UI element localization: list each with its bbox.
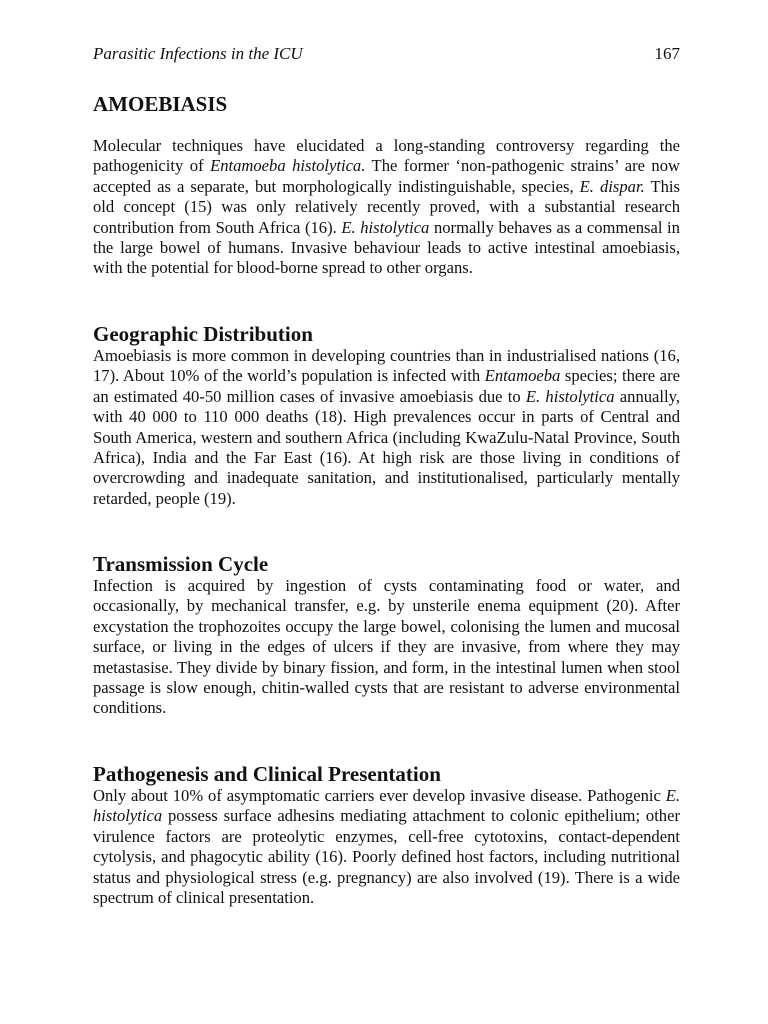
chapter-title: AMOEBIASIS	[93, 92, 228, 116]
section-heading-geographic-distribution: Geographic Distribution	[93, 322, 313, 346]
text-run: possess surface adhesins mediating attachment to colonic epithelium; other virulence factors are proteolytic enzymes, cell-free cytotoxins, contact-dependent cytolysis, and phagocytic ability (16). Poorly defined host factors, including nutritional status and physiological stress (e.g. pregnancy) are also involved (19). There is a wide spectrum of clinical presentation.	[93, 806, 680, 908]
running-title: Parasitic Infections in the ICU	[93, 44, 303, 63]
text-run: The former ‘non-pathogenic strains’ are now accepted as a separate, but morphologically indistinguishable, species,	[93, 156, 680, 196]
text-run: Molecular techniques have elucidated a long-standing controversy regarding the pathogenicity of	[93, 136, 680, 176]
text-run: Amoebiasis is more common in developing countries than in industrialised nations (16, 17). About 10% of the world’s population is infected with	[93, 346, 680, 386]
text-run: annually, with 40 000 to 110 000 deaths (18). High prevalences occur in parts of Central and South America, western and southern Africa (including KwaZulu-Natal Province, South Africa), India and the Far East (16). At high risk are those living in conditions of overcrowding and inadequate sanitation, and institutionalised, particularly mentally retarded, people (19).	[93, 386, 680, 508]
italic-text-run: E. dispar.	[579, 176, 645, 196]
text-run: Only about 10% of asymptomatic carriers ever develop invasive disease. Pathogenic	[93, 786, 666, 805]
section-heading-transmission-cycle: Transmission Cycle	[93, 552, 269, 576]
section-body-pathogenesis	[93, 786, 680, 908]
italic-text-run: Entamoeba histolytica.	[210, 156, 366, 176]
italic-text-run: E. histolytica	[341, 217, 430, 237]
text-run: This old concept (15) was only relatively recently proved, with a substantial research contribution from South Africa (16).	[93, 176, 680, 237]
running-header	[93, 42, 680, 66]
text-run: species; there are an estimated 40-50 million cases of invasive amoebiasis due to	[93, 366, 680, 406]
text-run: Infection is acquired by ingestion of cysts contaminating food or water, and occasionally, by mechanical transfer, e.g. by unsterile enema equipment (20). After excystation the trophozoites occupy the large bowel, colonising the lumen and mucosal surface, or living in the edges of ulcers if they are invasive, from where they may metastasise. They divide by binary fission, and form, in the intestinal lumen when stool passage is slow enough, chitin-walled cysts that are resistant to adverse environmental conditions.	[93, 576, 680, 718]
text-run: normally behaves as a commensal in the large bowel of humans. Invasive behaviour leads to active intestinal amoebiasis, with the potential for blood-borne spread to other organs.	[93, 217, 680, 278]
page-number: 167	[654, 44, 680, 63]
italic-text-run: Entamoeba	[484, 366, 561, 386]
section-body-transmission-cycle	[93, 576, 680, 719]
section-heading-pathogenesis: Pathogenesis and Clinical Presentation	[93, 762, 441, 786]
intro-paragraph	[93, 136, 680, 279]
italic-text-run: E. histolytica	[525, 386, 615, 406]
section-body-geographic-distribution	[93, 346, 680, 509]
italic-text-run: E. histolytica	[93, 786, 680, 826]
